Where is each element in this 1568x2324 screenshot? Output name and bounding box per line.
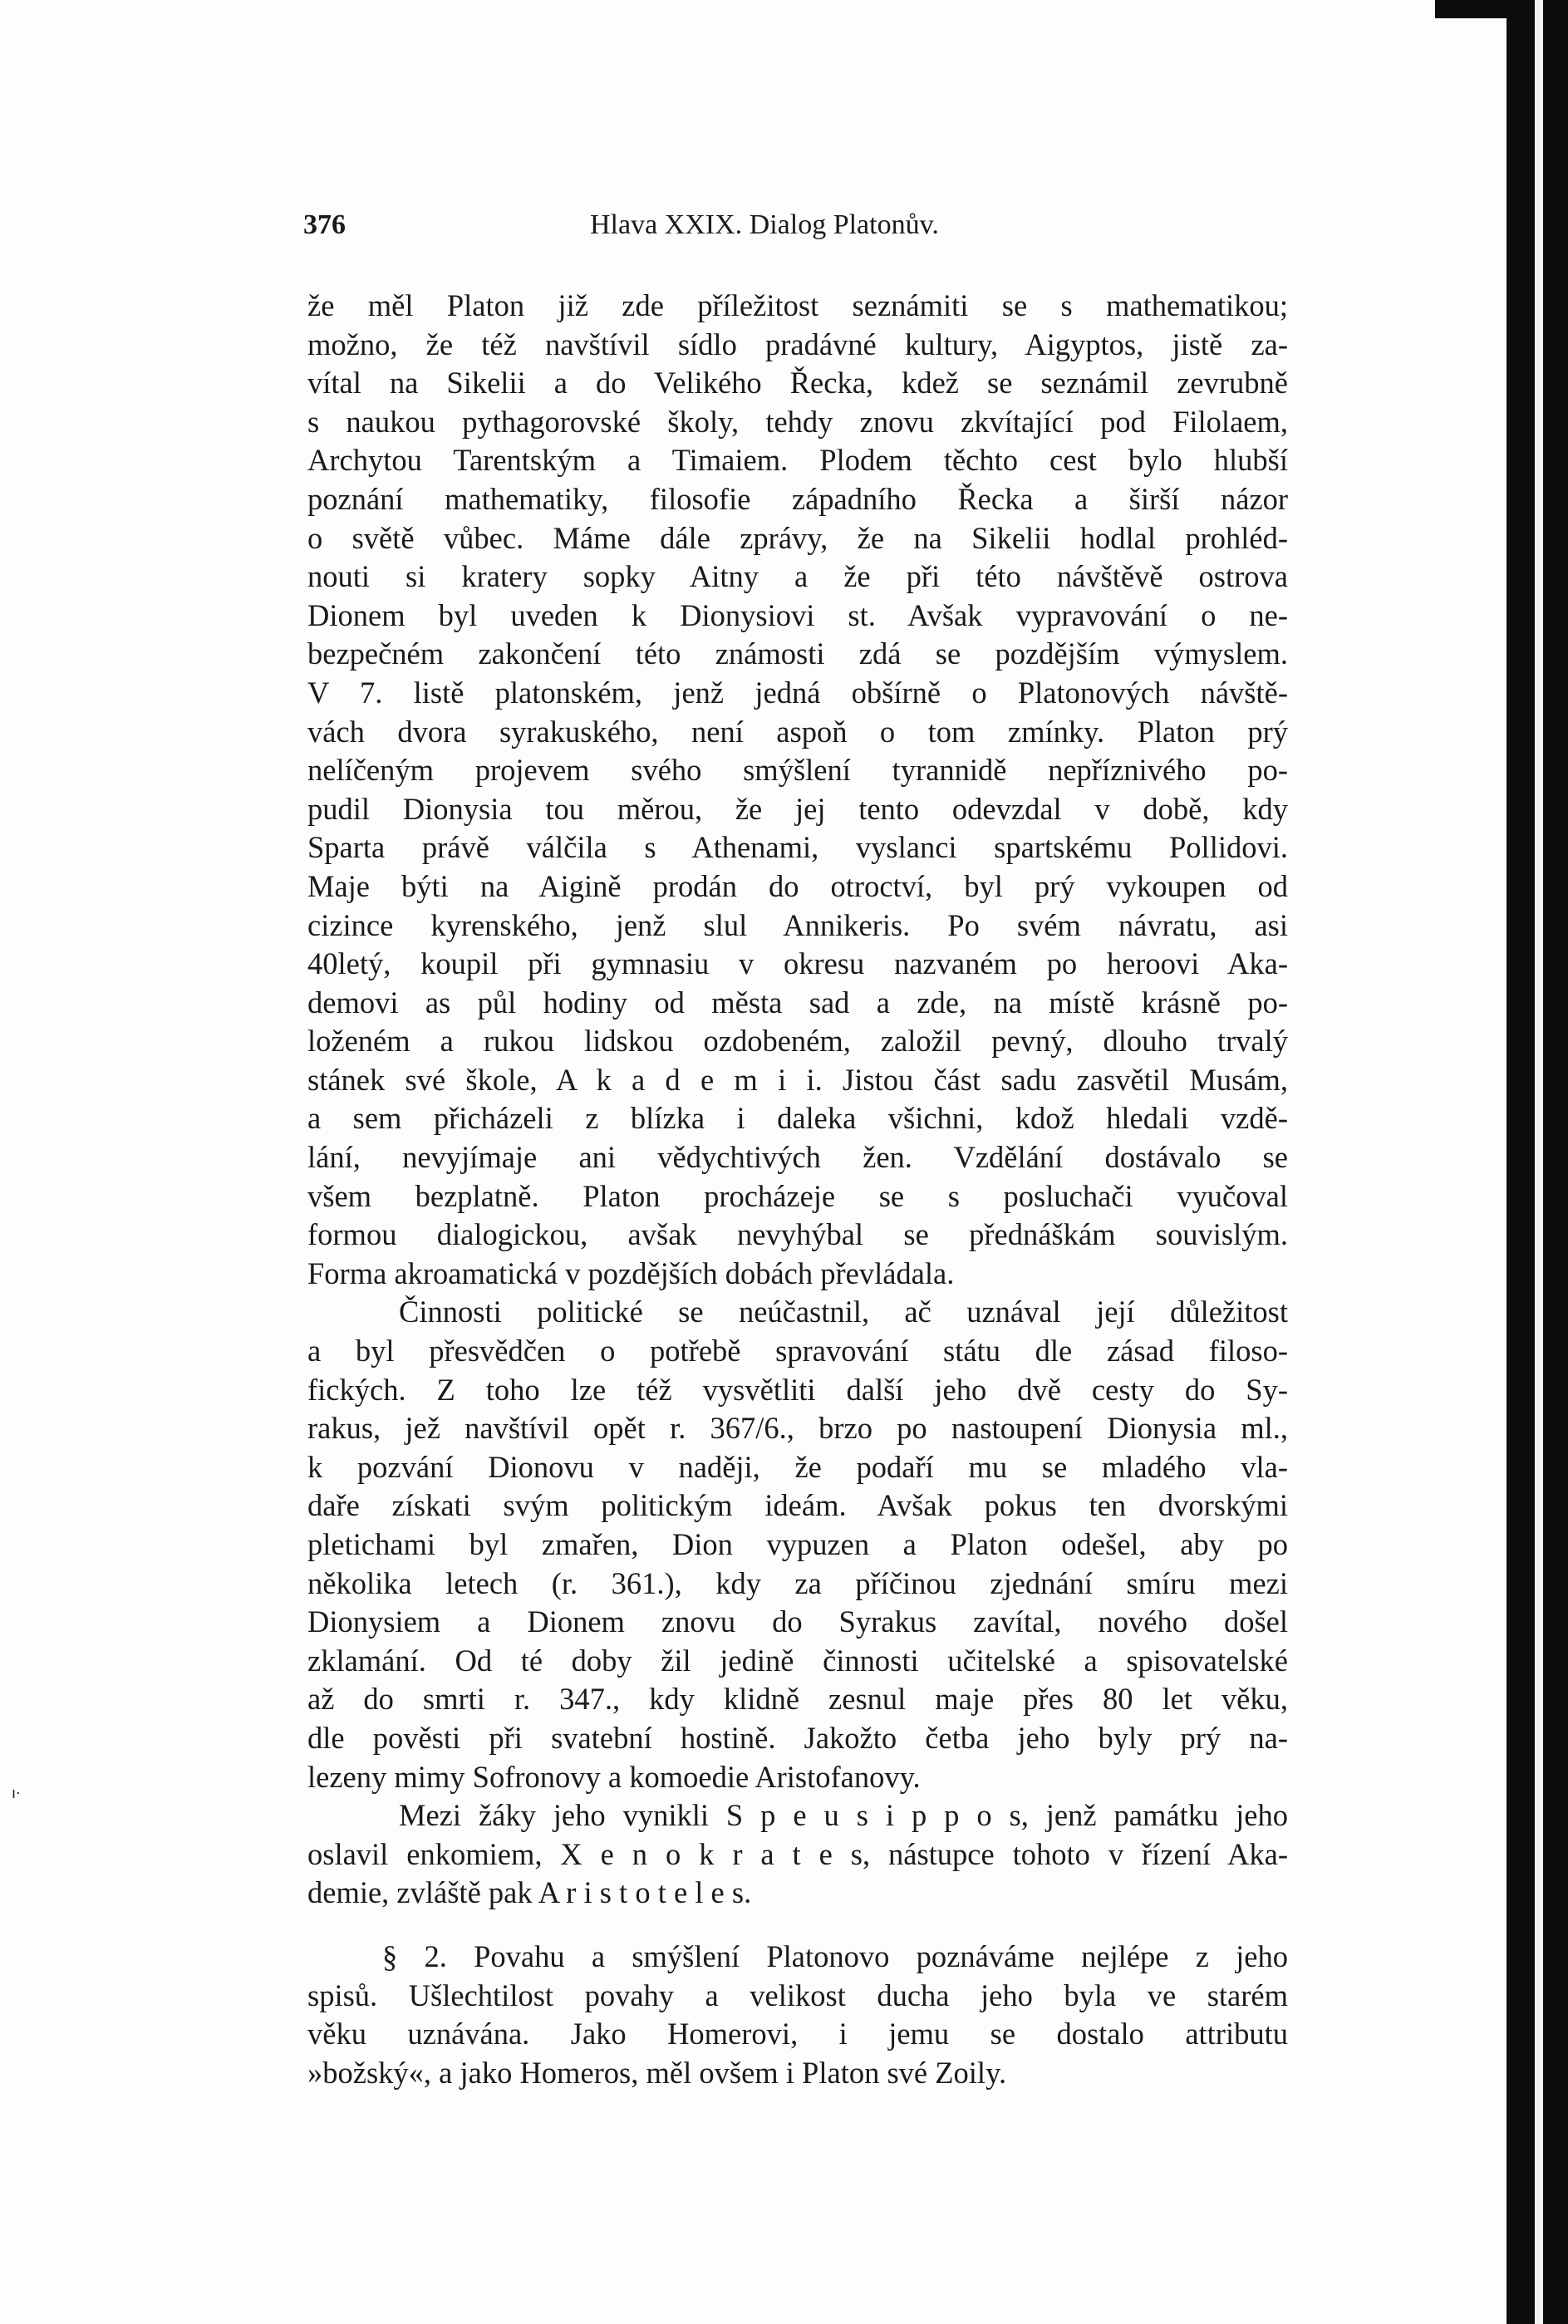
text-line: s naukou pythagorovské školy, tehdy znovu zkvítající pod Filolaem, [307,404,1288,439]
text-line: vách dvora syrakuského, není aspoň o tom zmínky. Platon prý [307,714,1288,749]
text-line: Činnosti politické se neúčastnil, ač uznával její důležitost [399,1295,1288,1329]
scan-speck: ı· [12,1785,21,1802]
paragraph-3 [307,1796,1288,1913]
text-line: daře získati svým politickým ideám. Avšak pokus ten dvorskými [307,1488,1288,1523]
text-line: vítal na Sikelii a do Velikého Řecka, kdež se seznámil zevrubně [307,366,1288,400]
text-line: spisů. Ušlechtilost povahy a velikost ducha jeho byla ve starém [307,1978,1288,2012]
text-line: Maje býti na Aigině prodán do otroctví, byl prý vykoupen od [307,868,1288,903]
text-line: formou dialogickou, avšak nevyhýbal se přednáškám souvislým. [307,1217,1288,1252]
section-gap [307,1913,1288,1938]
text-line: Dionem byl uveden k Dionysiovi st. Avšak vypravování o ne- [307,597,1288,632]
text-line: věku uznávána. Jako Homerovi, i jemu se dostalo attributu [307,2017,1288,2051]
text-line: oslavil enkomiem, X e n o k r a t e s, nástupce tohoto v řízení Aka- [307,1836,1288,1871]
text-line: až do smrti r. 347., kdy klidně zesnul maje přes 80 let věku, [307,1682,1288,1717]
text-line: zklamání. Od té doby žil jedině činnosti učitelské a spisovatelské [307,1643,1288,1678]
text-line: pudil Dionysia tou měrou, že jej tento odevzdal v době, kdy [307,791,1288,826]
text-line: demie, zvláště pak A r i s t o t e l e s. [307,1875,752,1910]
scan-border-strip [1535,0,1543,2324]
text-line: bezpečném zakončení této známosti zdá se pozdějším výmyslem. [307,636,1288,671]
paragraph-1 [307,287,1288,1293]
page-header [303,209,1284,251]
text-line: nelíčeným projevem svého smýšlení tyrannidě nepříznivého po- [307,753,1288,788]
text-line: cizince kyrenského, jenž slul Annikeris. Po svém návratu, asi [307,907,1288,942]
text-line: a sem přicházeli z blízka i daleka všichni, kdož hledali vzdě- [307,1101,1288,1136]
text-line: demovi as půl hodiny od města sad a zde, na místě krásně po- [307,985,1288,1020]
text-line: dle pověsti při svatební hostině. Jakožto četba jeho byly prý na- [307,1720,1288,1755]
text-line: Sparta právě válčila s Athenami, vyslanci spartskému Pollidovi. [307,830,1288,865]
body-text [307,287,1288,2092]
text-line: stánek své škole, A k a d e m i i. Jistou část sadu zasvětil Musám, [307,1062,1288,1097]
page-number: 376 [303,209,346,240]
paragraph-4-section-2 [307,1938,1288,2092]
text-line: o světě vůbec. Máme dále zprávy, že na Sikelii hodlal prohléd- [307,520,1288,555]
paragraph-2 [307,1293,1288,1796]
text-line: že měl Platon již zde příležitost seznámiti se s mathematikou; [307,288,1288,322]
text-line: k pozvání Dionovu v naději, že podaří mu se mladého vla- [307,1449,1288,1484]
text-line: fických. Z toho lze též vysvětliti další jeho dvě cesty do Sy- [307,1372,1288,1407]
text-line: 40letý, koupil při gymnasiu v okresu nazvaném po heroovi Aka- [307,946,1288,981]
text-line: »božský«, a jako Homeros, měl ovšem i Platon své Zoily. [307,2055,1007,2090]
text-line: rakus, jež navštívil opět r. 367/6., brzo po nastoupení Dionysia ml., [307,1411,1288,1446]
text-line: poznání mathematiky, filosofie západního Řecka a širší názor [307,481,1288,516]
text-line: možno, že též navštívil sídlo pradávné kultury, Aigyptos, jistě za- [307,327,1288,361]
text-line: nouti si kratery sopky Aitny a že při této návštěvě ostrova [307,559,1288,594]
scan-border-right [1507,0,1568,2324]
text-line: Dionysiem a Dionem znovu do Syrakus zavítal, nového došel [307,1604,1288,1639]
text-line: lání, nevyjímaje ani vědychtivých žen. Vzdělání dostávalo se [307,1140,1288,1175]
text-line: Forma akroamatická v pozdějších dobách převládala. [307,1255,955,1290]
text-line: § 2. Povahu a smýšlení Platonovo poznáváme nejlépe z jeho [382,1938,1288,1973]
text-line: lezeny mimy Sofronovy a komoedie Aristofanovy. [307,1759,921,1794]
text-line: V 7. listě platonském, jenž jedná obšírně o Platonových návště- [307,675,1288,710]
running-title: Hlava XXIX. Dialog Platonův. [590,209,939,240]
text-line: pletichami byl zmařen, Dion vypuzen a Platon odešel, aby po [307,1527,1288,1561]
text-line: a byl přesvědčen o potřebě spravování státu dle zásad filoso- [307,1334,1288,1368]
text-line: všem bezplatně. Platon procházeje se s posluchači vyučoval [307,1178,1288,1213]
text-line: několika letech (r. 361.), kdy za příčinou zjednání smíru mezi [307,1565,1288,1600]
text-line: Archytou Tarentským a Timaiem. Plodem těchto cest bylo hlubší [307,443,1288,478]
text-line: Mezi žáky jeho vynikli S p e u s i p p o s, jenž památku jeho [399,1798,1288,1833]
text-line: loženém a rukou lidskou ozdobeném, založil pevný, dlouho trvalý [307,1024,1288,1059]
